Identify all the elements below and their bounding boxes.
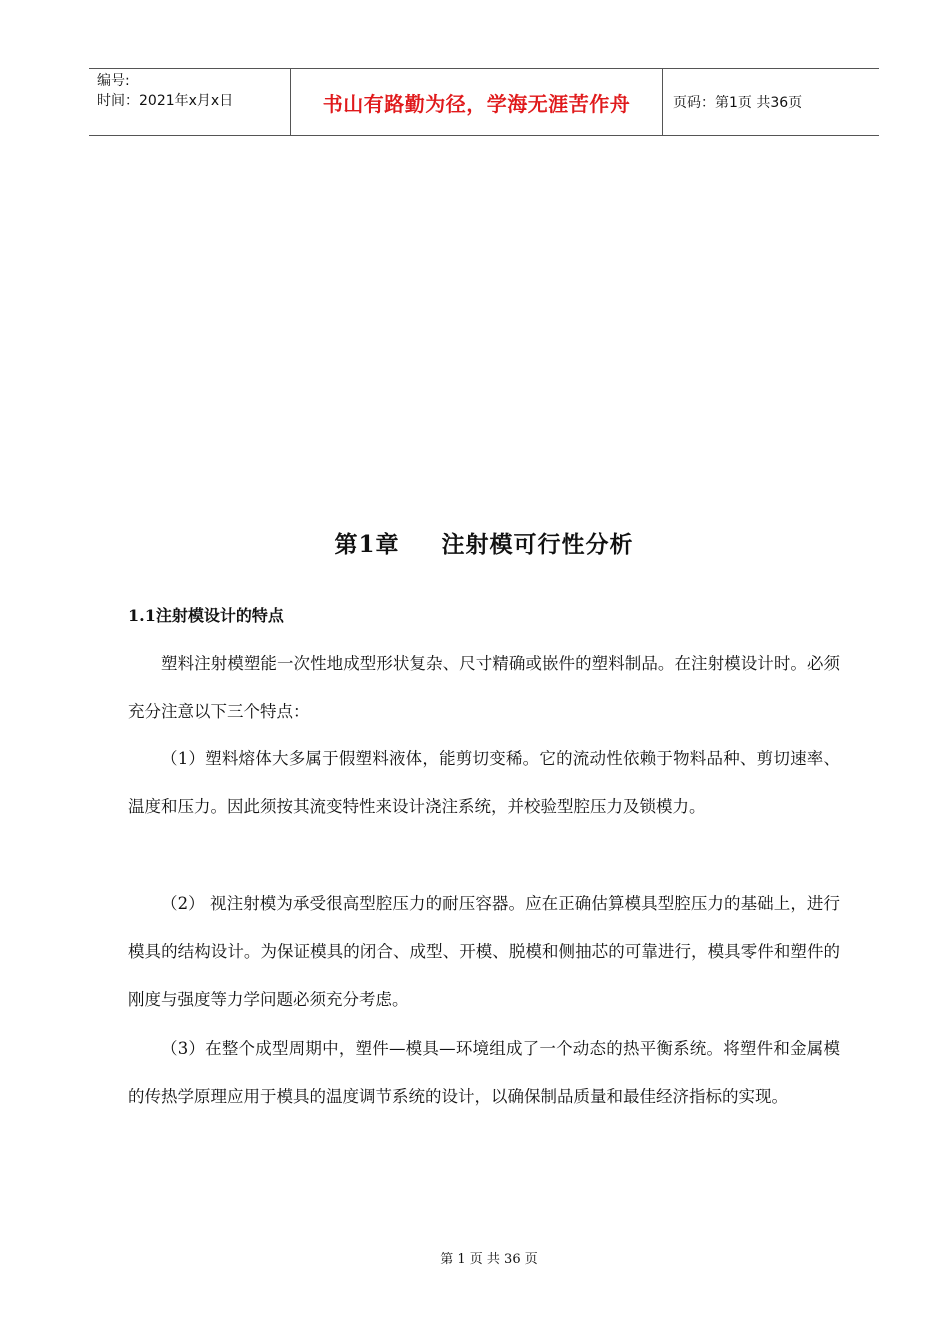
chapter-heading bbox=[0, 526, 950, 559]
paragraph-text: 塑料注射模塑能一次性地成型形状复杂、尺寸精确或嵌件的塑料制品。在注射模设计时。必须充分注意以下三个特点： bbox=[128, 654, 840, 721]
header-meta-cell bbox=[89, 69, 291, 135]
section-heading: 1.1注射模设计的特点 bbox=[128, 606, 284, 625]
header-motto: 书山有路勤为径，学海无涯苦作舟 bbox=[291, 69, 663, 135]
document-date-label: 时间：2021年x月x日 bbox=[97, 93, 234, 109]
paragraph-text: （3）在整个成型周期中，塑件—模具—环境组成了一个动态的热平衡系统。将塑件和金属模的传热学原理应用于模具的温度调节系统的设计，以确保制品质量和最佳经济指标的实现。 bbox=[128, 1039, 840, 1106]
paragraph-text: （2） 视注射模为承受很高型腔压力的耐压容器。应在正确估算模具型腔压力的基础上，进行模具的结构设计。为保证模具的闭合、成型、开模、脱模和侧抽芯的可靠进行，模具零件和塑件的刚度与强度等力学问题必须充分考虑。 bbox=[128, 894, 840, 1009]
chapter-number: 第1章 bbox=[334, 531, 400, 558]
header-table bbox=[89, 68, 879, 136]
chapter-title: 注射模可行性分析 bbox=[441, 531, 634, 558]
paragraph-text: （1）塑料熔体大多属于假塑料液体，能剪切变稀。它的流动性依赖于物料品种、剪切速率、温度和压力。因此须按其流变特性来设计浇注系统，并校验型腔压力及锁模力。 bbox=[128, 749, 840, 816]
paragraph-intro bbox=[128, 640, 840, 736]
document-number-label: 编号: bbox=[97, 73, 130, 89]
paragraph-point-2 bbox=[128, 880, 840, 1024]
paragraph-point-3 bbox=[128, 1025, 840, 1121]
header-page-info: 页码：第1页 共36页 bbox=[673, 95, 803, 111]
page-footer: 第 1 页 共 36 页 bbox=[440, 1252, 538, 1267]
paragraph-point-1 bbox=[128, 735, 840, 831]
